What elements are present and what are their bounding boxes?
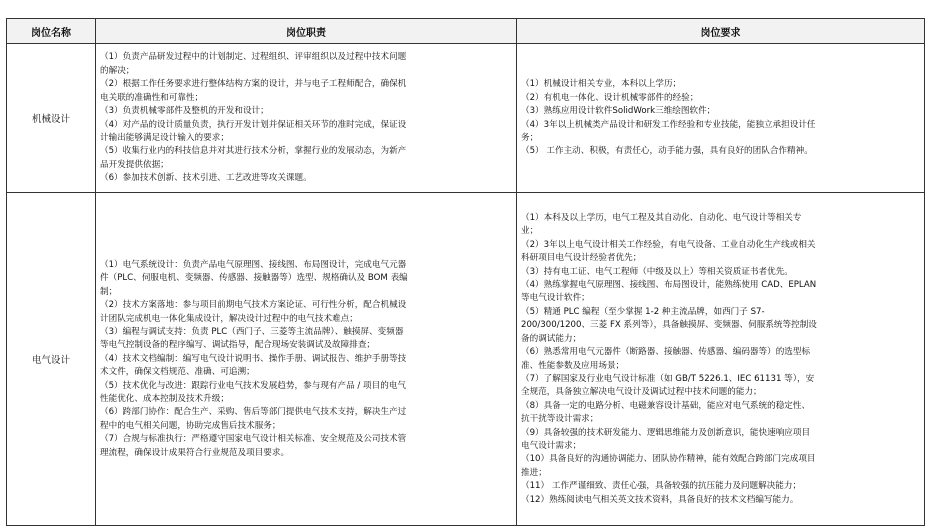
text-line: 备的调试能力；: [521, 333, 582, 344]
text-line: （6）熟悉常用电气元器件（断路器、接触器、传感器、编码器等）的选型标: [521, 347, 811, 358]
text-line: （4）对产品的设计质量负责，执行开发计划并保证相关环节的准时完成，保证设: [100, 119, 407, 130]
text-line: 200/300/1200、三菱 FX 系列等），具备触摸屏、变频器、伺服系统等控制设: [521, 320, 817, 331]
text-line: （3）编程与调试支持：负责 PLC（西门子、三菱等主流品牌）、触摸屏、变频器: [100, 326, 404, 337]
requirements-cell: [517, 193, 925, 526]
text-line: 的解决；: [100, 65, 135, 76]
text-line: （5）技术优化与改进：跟踪行业电气技术发展趋势，参与现有产品 / 项目的电气: [100, 380, 407, 391]
text-line: （7）了解国家及行业电气设计标准（如 GB/T 5226.1、IEC 61131 等），安: [521, 373, 815, 384]
text-line: （1）机械设计相关专业，本科以上学历；: [521, 79, 682, 90]
text-line: 务；: [521, 132, 539, 143]
text-line: （8）具备一定的电路分析、电磁兼容设计基础，能应对电气系统的稳定性、: [521, 400, 811, 411]
text-line: （4）熟练掌握电气原理图、接线图、布局图设计，能熟练使用 CAD、EPLAN: [521, 280, 817, 291]
text-line: 等电气设计软件；: [521, 293, 590, 304]
text-line: （4）3年以上机械类产品设计和研发工作经验和专业技能，能独立承担设计任: [521, 119, 816, 130]
text-line: 等电气控制设备的程序编写、调试指导，配合现场安装调试及故障排查；: [100, 340, 376, 351]
text-line: （5） 工作主动、积极，有责任心，动手能力强，具有良好的团队合作精神。: [521, 146, 813, 157]
text-line: （2）技术方案落地：参与项目前期电气技术方案论证、可行性分析，配合机械设: [100, 300, 407, 311]
text-line: 程中的电气相关问题，协助完成售后技术服务；: [100, 420, 281, 431]
duties-cell: [96, 193, 517, 526]
text-line: 电关联的准确性和可靠性；: [100, 92, 204, 103]
text-line: （1）本科及以上学历，电气工程及其自动化、自动化、电气设计等相关专: [521, 213, 802, 224]
header-row: [7, 19, 925, 44]
text-line: （3）持有电工证、电气工程师（中级及以上）等相关资质证书者优先。: [521, 266, 793, 277]
text-line: 推进；: [521, 467, 547, 478]
text-line: 准、性能参数及应用场景；: [521, 360, 625, 371]
text-line: 业；: [521, 226, 539, 237]
text-line: （5）精通 PLC 编程（至少掌握 1-2 种主流品牌，如西门子 S7-: [521, 306, 765, 317]
duties-cell: [96, 44, 517, 193]
text-line: 全规范，具备独立解决电气设计及调试过程中技术问题的能力；: [521, 387, 762, 398]
duties-list: [96, 256, 516, 462]
duties-list: [96, 48, 516, 187]
text-line: 计输出能够满足设计输入的要求；: [100, 132, 229, 143]
text-line: （6）跨部门协作：配合生产、采购、售后等部门提供电气技术支持，解决生产过: [100, 407, 407, 418]
role-cell: 电气设计: [7, 193, 96, 526]
text-line: （3）负责机械零部件及整机的开发和设计；: [100, 106, 269, 117]
text-line: （12）熟练阅读电气相关英文技术资料，具备良好的技术文档编写能力。: [521, 494, 799, 505]
table-row: [7, 44, 925, 193]
requirements-cell: [517, 44, 925, 193]
text-line: 制；: [100, 286, 118, 297]
text-line: （10）具备良好的沟通协调能力、团队协作精神，能有效配合跨部门完成项目: [521, 454, 816, 465]
text-line: 电气设计需求；: [521, 440, 582, 451]
text-line: 品开发提供依据；: [100, 159, 169, 170]
text-line: （6）参加技术创新、技术引进、工艺改进等攻关课题。: [100, 173, 312, 184]
role-cell: 机械设计: [7, 44, 96, 193]
text-line: 术文件，确保文档规范、准确、可追溯；: [100, 367, 255, 378]
header-duties: 岗位职责: [96, 19, 517, 44]
text-line: （4）技术文档编制：编写电气设计说明书、操作手册、调试报告、维护手册等技: [100, 353, 407, 364]
text-line: （1）电气系统设计：负责产品电气原理图、接线图、布局图设计，完成电气元器: [100, 259, 407, 270]
text-line: 计团队完成机电一体化集成设计，解决设计过程中的电气技术难点；: [100, 313, 358, 324]
requirements-list: [517, 75, 924, 160]
text-line: 件（PLC、伺服电机、变频器、传感器、接触器等）选型、规格确认及 BOM 表编: [100, 273, 408, 284]
job-table: [6, 18, 925, 526]
text-line: （9）具备较强的技术研发能力、逻辑思维能力及创新意识，能快速响应项目: [521, 427, 811, 438]
text-line: （11） 工作严谨细致、责任心强，具备较强的抗压能力及问题解决能力；: [521, 481, 802, 492]
text-line: （1）负责产品研发过程中的计划制定、过程组织、评审组织以及过程中技术问题: [100, 52, 407, 63]
text-line: （7）合规与标准执行：严格遵守国家电气设计相关标准、安全规范及公司技术管: [100, 434, 407, 445]
text-line: 抗干扰等设计需求；: [521, 414, 599, 425]
text-line: 科研项目电气设计经验者优先；: [521, 253, 642, 264]
requirements-list: [517, 209, 924, 509]
header-requirements: 岗位要求: [517, 19, 925, 44]
text-line: （2）有机电一体化、设计机械零部件的经验；: [521, 92, 699, 103]
text-line: 性能优化、成本控制及技术升级；: [100, 394, 229, 405]
text-line: （3）熟练应用设计软件SolidWork三维绘图软件；: [521, 106, 716, 117]
header-position-name: 岗位名称: [7, 19, 96, 44]
text-line: 理流程，确保设计成果符合行业规范及项目要求。: [100, 447, 290, 458]
table-row: [7, 193, 925, 526]
text-line: （2）根据工作任务要求进行整体结构方案的设计，并与电子工程师配合，确保机: [100, 79, 407, 90]
text-line: （2）3年以上电气设计相关工作经验，有电气设备、工业自动化生产线或相关: [521, 239, 816, 250]
text-line: （5）收集行业内的科技信息并对其进行技术分析，掌握行业的发展动态，为新产: [100, 146, 407, 157]
